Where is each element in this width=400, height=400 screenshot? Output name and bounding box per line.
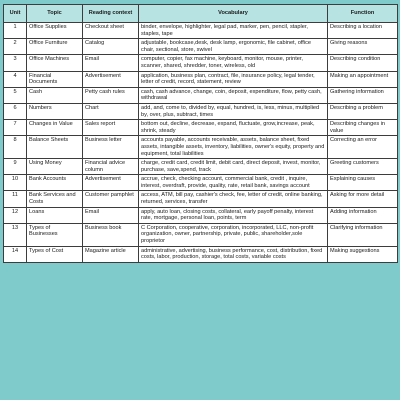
cell-unit: 9 xyxy=(4,159,27,175)
cell-vocabulary: application, business plan, contract, file, insurance policy, legal tender, letter of credit, record, statement, review xyxy=(139,71,328,87)
cell-vocabulary: adjustable, bookcase,desk, desk lamp, ergonomic, file cabinet, office chair, sectional, store, swivel xyxy=(139,39,328,55)
cell-reading-context: Email xyxy=(83,207,139,223)
header-unit: Unit xyxy=(4,5,27,23)
cell-function: Describing a problem xyxy=(328,103,398,119)
cell-function: Greeting customers xyxy=(328,159,398,175)
cell-unit: 3 xyxy=(4,55,27,71)
cell-function: Adding information xyxy=(328,207,398,223)
cell-unit: 14 xyxy=(4,246,27,262)
table-row xyxy=(4,136,398,159)
header-vocabulary: Vocabulary xyxy=(139,5,328,23)
cell-unit: 10 xyxy=(4,175,27,191)
cell-reading-context: Business letter xyxy=(83,136,139,159)
cell-vocabulary: C Corporation, cooperative, corporation, incorporated, LLC, non-profit organization, owner, partnership, private, public, shareholder,sole proprietor xyxy=(139,223,328,246)
cell-unit: 7 xyxy=(4,120,27,136)
cell-topic: Office Machines xyxy=(27,55,83,71)
cell-function: Describing changes in value xyxy=(328,120,398,136)
cell-unit: 1 xyxy=(4,23,27,39)
cell-function: Correcting an error xyxy=(328,136,398,159)
cell-reading-context: Business book xyxy=(83,223,139,246)
cell-reading-context: Petty cash rules xyxy=(83,87,139,103)
cell-vocabulary: bottom out, decline, decrease, expand, fluctuate, grow,increase, peak, shrink, steady xyxy=(139,120,328,136)
table-row xyxy=(4,103,398,119)
cell-function: Clarifying information xyxy=(328,223,398,246)
cell-topic: Loans xyxy=(27,207,83,223)
cell-reading-context: Email xyxy=(83,55,139,71)
cell-reading-context: Advertisement xyxy=(83,71,139,87)
cell-reading-context: Catalog xyxy=(83,39,139,55)
header-topic: Topic xyxy=(27,5,83,23)
cell-unit: 8 xyxy=(4,136,27,159)
header-function: Function xyxy=(328,5,398,23)
table-row xyxy=(4,223,398,246)
cell-unit: 5 xyxy=(4,87,27,103)
table-row xyxy=(4,120,398,136)
cell-vocabulary: add, and, come to, divided by, equal, hundred, is, less, minus, multiplied by, over, plus, subtract, times xyxy=(139,103,328,119)
table-row xyxy=(4,207,398,223)
cell-unit: 2 xyxy=(4,39,27,55)
cell-reading-context: Customer pamphlet xyxy=(83,191,139,207)
cell-reading-context: Advertisement xyxy=(83,175,139,191)
table-header-row xyxy=(4,5,398,23)
cell-function: Making an appointment xyxy=(328,71,398,87)
cell-topic: Office Supplies xyxy=(27,23,83,39)
table-row xyxy=(4,175,398,191)
table-row xyxy=(4,87,398,103)
cell-vocabulary: charge, credit card, credit limit, debit card, direct deposit, invest, monitor, purchase, save,spend, track xyxy=(139,159,328,175)
cell-function: Making suggestions xyxy=(328,246,398,262)
table-row xyxy=(4,191,398,207)
cell-topic: Types of Businesses xyxy=(27,223,83,246)
cell-unit: 13 xyxy=(4,223,27,246)
cell-topic: Office Furniture xyxy=(27,39,83,55)
cell-topic: Cash xyxy=(27,87,83,103)
cell-vocabulary: administrative, advertising, business performance, cost, distribution, fixed costs, labor, production, storage, total costs, variable costs xyxy=(139,246,328,262)
cell-unit: 6 xyxy=(4,103,27,119)
cell-vocabulary: computer, copier, fax machine, keyboard, monitor, mouse, printer, scanner, shared, shredder, toner, wireless, old xyxy=(139,55,328,71)
cell-topic: Bank Accounts xyxy=(27,175,83,191)
cell-reading-context: Chart xyxy=(83,103,139,119)
cell-reading-context: Sales report xyxy=(83,120,139,136)
table-row xyxy=(4,39,398,55)
table-row xyxy=(4,159,398,175)
units-table xyxy=(3,4,398,263)
cell-vocabulary: apply, auto loan, closing costs, collateral, early payoff penalty, interest rate, mortgage, personal loan, points, term xyxy=(139,207,328,223)
cell-topic: Numbers xyxy=(27,103,83,119)
cell-reading-context: Financial advice column xyxy=(83,159,139,175)
cell-vocabulary: binder, envelope, highlighter, legal pad, marker, pen, pencil, stapler, staples, tape xyxy=(139,23,328,39)
cell-vocabulary: access, ATM, bill pay, cashier's check, fee, letter of credit, online banking, returned, services, transfer xyxy=(139,191,328,207)
cell-function: Describing a location xyxy=(328,23,398,39)
table-row xyxy=(4,55,398,71)
cell-topic: Financial Documents xyxy=(27,71,83,87)
cell-function: Asking for more detail xyxy=(328,191,398,207)
cell-topic: Using Money xyxy=(27,159,83,175)
cell-vocabulary: accounts payable, accounts receivable, assets, balance sheet, fixed assets, intangible assets, inventory, liabilities, owner's equity, property and equipment, total liabilities xyxy=(139,136,328,159)
cell-unit: 11 xyxy=(4,191,27,207)
cell-function: Gathering information xyxy=(328,87,398,103)
cell-reading-context: Magazine article xyxy=(83,246,139,262)
table-row xyxy=(4,71,398,87)
cell-reading-context: Checkout sheet xyxy=(83,23,139,39)
cell-vocabulary: cash, cash advance, change, coin, deposit, expenditure, flow, petty cash, withdrawal xyxy=(139,87,328,103)
cell-function: Describing condition xyxy=(328,55,398,71)
cell-vocabulary: accrue, check, checking account, commercial bank, credit , inquire, interest, overdraft, provide, quality, rate, retail bank, savings account xyxy=(139,175,328,191)
cell-function: Explaining causes xyxy=(328,175,398,191)
table-row xyxy=(4,23,398,39)
cell-topic: Changes in Value xyxy=(27,120,83,136)
cell-unit: 4 xyxy=(4,71,27,87)
table-body xyxy=(4,23,398,263)
header-reading-context: Reading context xyxy=(83,5,139,23)
cell-topic: Balance Sheets xyxy=(27,136,83,159)
cell-unit: 12 xyxy=(4,207,27,223)
cell-function: Giving reasons xyxy=(328,39,398,55)
cell-topic: Bank Services and Costs xyxy=(27,191,83,207)
table-row xyxy=(4,246,398,262)
cell-topic: Types of Cost xyxy=(27,246,83,262)
